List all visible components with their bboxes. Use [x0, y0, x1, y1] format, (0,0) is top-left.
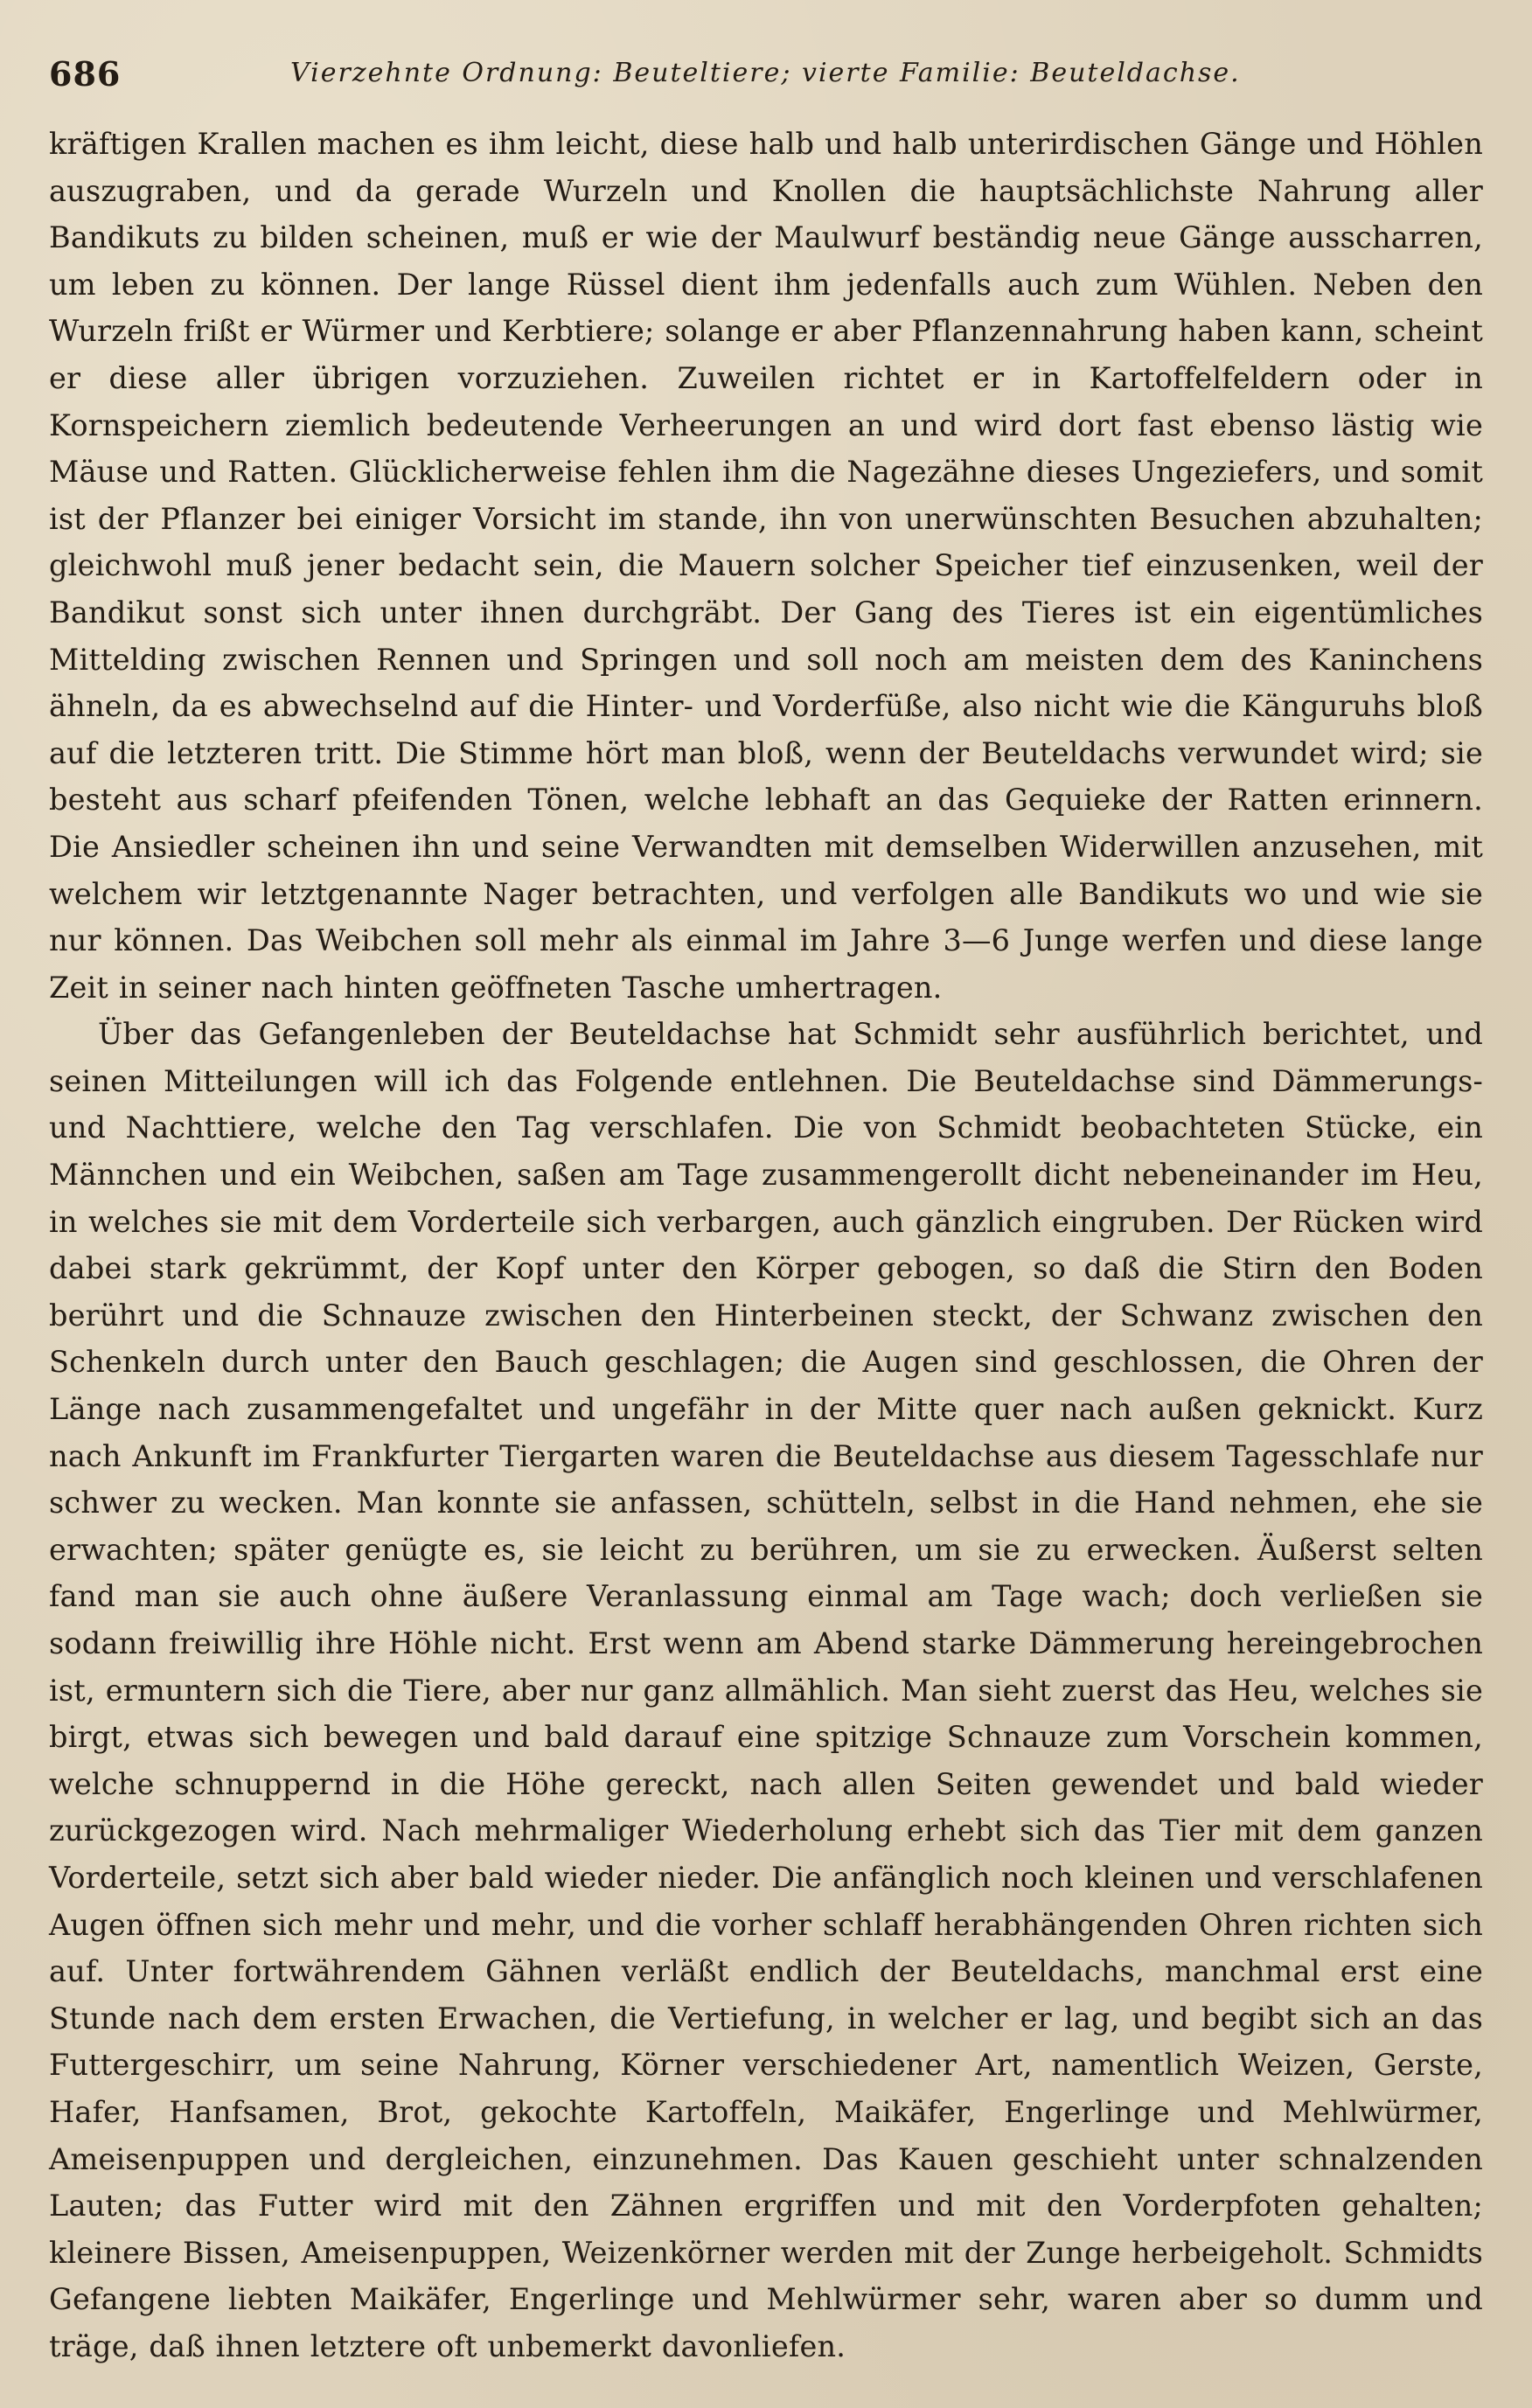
paragraph-2: Über das Gefangenleben der Beuteldachse hat Schmidt sehr ausführlich berichtet, und seinen Mitteilungen will ich das Folgende entlehnen. Die Beuteldachse sind Dämmerungs- und Nachttiere, welche den Tag verschlafen. Die von Schmidt beobachteten Stücke, ein Männchen und ein Weibchen, saßen am Tage zusammengerollt dicht nebeneinander im Heu, in welches sie mit dem Vorderteile sich verbargen, auch gänzlich eingruben. Der Rücken wird dabei stark gekrümmt, der Kopf unter den Körper gebogen, so daß die Stirn den Boden berührt und die Schnauze zwischen den Hinterbeinen steckt, der Schwanz zwischen den Schenkeln durch unter den Bauch geschlagen; die Augen sind geschlossen, die Ohren der Länge nach zusammengefaltet und ungefähr in der Mitte quer nach außen geknickt. Kurz nach Ankunft im Frankfurter Tiergarten waren die Beuteldachse aus diesem Tagesschlafe nur schwer zu wecken. Man konnte sie anfassen, schütteln, selbst in die Hand nehmen, ehe sie erwachten; später genügte es, sie leicht zu berühren, um sie zu erwecken. Äußerst selten fand man sie auch ohne äußere Veranlassung einmal am Tage wach; doch verließen sie sodann freiwillig ihre Höhle nicht. Erst wenn am Abend starke Dämmerung hereingebrochen ist, ermuntern sich die Tiere, aber nur ganz allmählich. Man sieht zuerst das Heu, welches sie birgt, etwas sich bewegen und bald darauf eine spitzige Schnauze zum Vorschein kommen, welche schnuppernd in die Höhe gereckt, nach allen Seiten gewendet und bald wieder zurückgezogen wird. Nach mehrmaliger Wiederholung erhebt sich das Tier mit dem ganzen Vorderteile, setzt sich aber bald wieder nieder. Die anfänglich noch kleinen und verschlafenen Augen öffnen sich mehr und mehr, und die vorher schlaff herabhängenden Ohren richten sich auf. Unter fortwährendem Gähnen verläßt endlich der Beuteldachs, manchmal erst eine Stunde nach dem ersten Erwachen, die Vertiefung, in welcher er lag, und begibt sich an das Futtergeschirr, um seine Nahrung, Körner verschiedener Art, namentlich Weizen, Gerste, Hafer, Hanfsamen, Brot, gekochte Kartoffeln, Maikäfer, Engerlinge und Mehlwürmer, Ameisenpuppen und dergleichen, einzunehmen. Das Kauen geschieht unter schnalzenden Lauten; das Futter wird mit den Zähnen ergriffen und mit den Vorderpfoten gehalten; kleinere Bissen, Ameisenpuppen, Weizenkörner werden mit der Zunge herbeigeholt. Schmidts Gefangene liebten Maikäfer, Engerlinge und Mehlwürmer sehr, waren aber so dumm und träge, daß ihnen letztere oft unbemerkt davonliefen. — [49, 1017, 1483, 2363]
paragraph-1: kräftigen Krallen machen es ihm leicht, diese halb und halb unterirdischen Gänge und Höhlen auszugraben, und da gerade Wurzeln und Knollen die hauptsächlichste Nahrung aller Bandikuts zu bilden scheinen, muß er wie der Maulwurf beständig neue Gänge ausscharren, um leben zu können. Der lange Rüssel dient ihm jedenfalls auch zum Wühlen. Neben den Wurzeln frißt er Würmer und Kerbtiere; solange er aber Pflanzennahrung haben kann, scheint er diese aller übrigen vorzuziehen. Zuweilen richtet er in Kartoffelfeldern oder in Kornspeichern ziemlich bedeutende Verheerungen an und wird dort fast ebenso lästig wie Mäuse und Ratten. Glücklicherweise fehlen ihm die Nagezähne dieses Ungeziefers, und somit ist der Pflanzer bei einiger Vorsicht im stande, ihn von unerwünschten Besuchen abzuhalten; gleichwohl muß jener bedacht sein, die Mauern solcher Speicher tief einzusenken, weil der Bandikut sonst sich unter ihnen durchgräbt. Der Gang des Tieres ist ein eigentümliches Mittelding zwischen Rennen und Springen und soll noch am meisten dem des Kaninchens ähneln, da es abwechselnd auf die Hinter- und Vorderfüße, also nicht wie die Känguruhs bloß auf die letzteren tritt. Die Stimme hört man bloß, wenn der Beuteldachs verwundet wird; sie besteht aus scharf pfeifenden Tönen, welche lebhaft an das Gequieke der Ratten erinnern. Die Ansiedler scheinen ihn und seine Verwandten mit demselben Widerwillen anzusehen, mit welchem wir letztgenannte Nager betrachten, und verfolgen alle Bandikuts wo und wie sie nur können. Das Weibchen soll mehr als einmal im Jahre 3—6 Junge werfen und diese lange Zeit in seiner nach hinten geöffneten Tasche umhertragen. — [49, 127, 1483, 1005]
page-number: 686 — [49, 54, 122, 94]
running-title: Vierzehnte Ordnung: Beuteltiere; vierte Familie: Beuteldachse. — [290, 58, 1241, 88]
body-text — [49, 121, 1483, 2370]
running-head — [49, 49, 1483, 101]
